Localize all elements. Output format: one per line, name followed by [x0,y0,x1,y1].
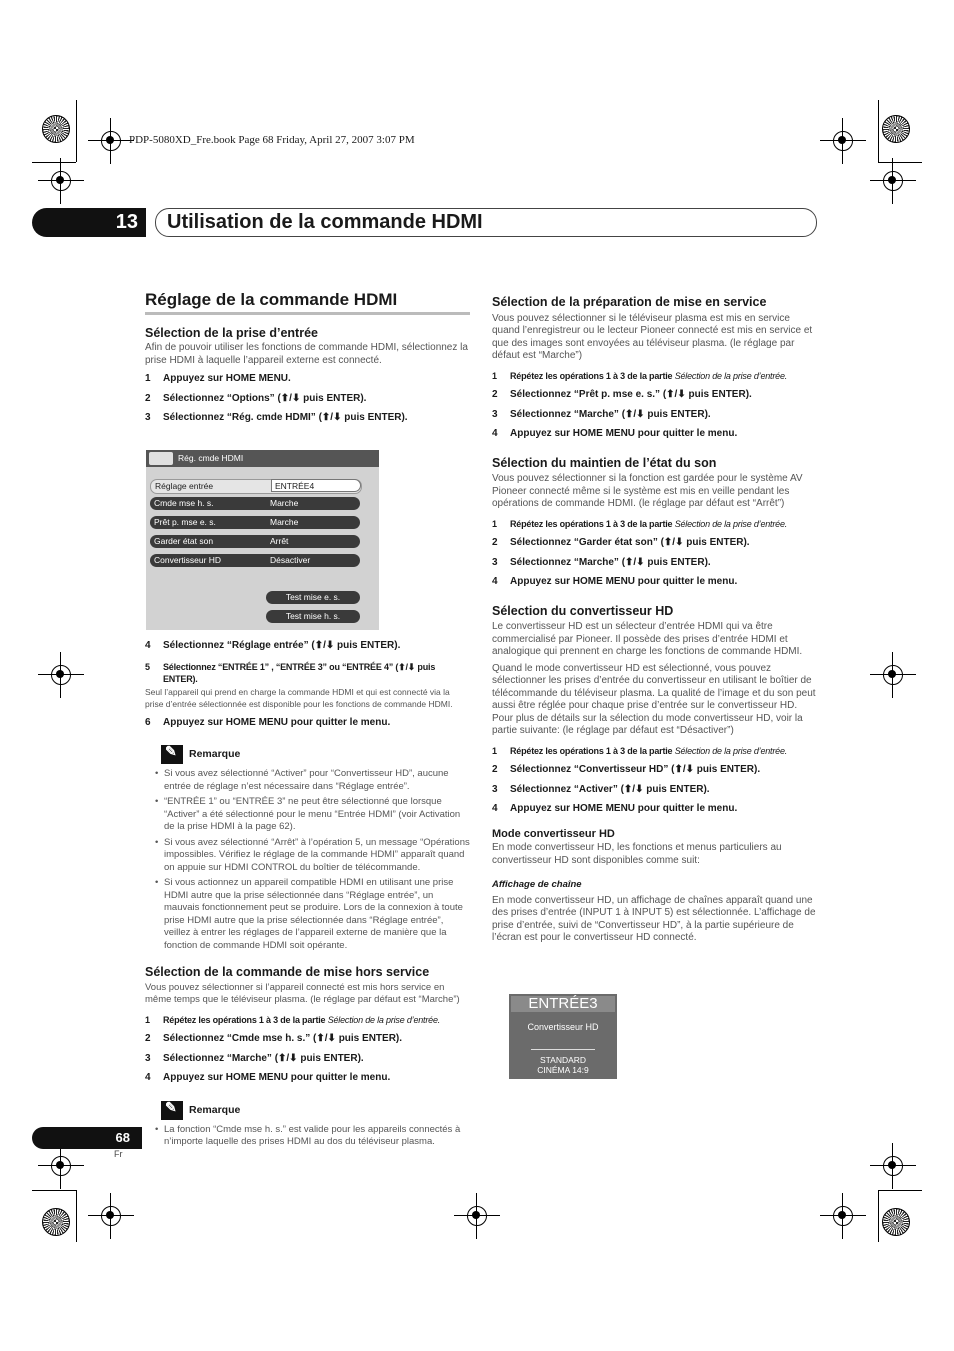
crosshair-icon [98,1203,124,1229]
step-item: 4 Sélectionnez “Réglage entrée” (⬆/⬇ puis ENTER). [145,640,401,651]
crosshair-icon [880,168,906,194]
crop-line [878,100,879,162]
crosshair-icon [48,1153,74,1179]
menu-value-box[interactable]: ENTRÉE4 [271,479,361,492]
crosshair-icon [830,128,856,154]
step-item: 1 Répétez les opérations 1 à 3 de la partie Sélection de la prise d’entrée. [492,370,788,381]
paragraph: Quand le mode convertisseur HD est sélectionné, vous pouvez sélectionner les prises d’entrée du convertisseur en utilisant le boîtier de télécommande du téléviseur plasma. La qualité de l’image et du son peut aussi être réglée pour chaque prise d’entrée sur le convertisseur HD. Pour plus de détails sur la sélection du mode convertisseur HD, voir la partie suivante: (le réglage par défaut est “Désactiver”) [492,662,816,736]
remark-item: • Si vous actionnez un appareil compatible HDMI en utilisant une prise HDMI autre que la prise sélectionnée dans “Réglage entrée”, un mauvais fonctionnement peut se produire. Lors de la connexion à toute prise HDMI autre que la prise sélectionnée dans “Réglage entrée”, veillez à entrer les réglages de l’appareil externe de manière que la fonction de commande HDMI soit opérante. [153,877,470,952]
step-item: 3 Sélectionnez “Rég. cmde HDMI” (⬆/⬇ puis ENTER). [145,412,408,423]
file-header: PDP-5080XD_Fre.book Page 68 Friday, April 27, 2007 3:07 PM [129,134,415,146]
step-item: 2 Sélectionnez “Convertisseur HD” (⬆/⬇ puis ENTER). [492,764,761,775]
crop-line [76,100,77,162]
paragraph: Afin de pouvoir utiliser les fonctions de commande HDMI, sélectionnez la prise HDMI à laquelle l’appareil externe est connecté. [145,342,468,366]
step-item: 3 Sélectionnez “Marche” (⬆/⬇ puis ENTER). [145,1052,364,1064]
crosshair-icon [464,1203,490,1229]
left-column [145,290,470,425]
crop-line [878,162,922,163]
paragraph: En mode convertisseur HD, les fonctions et menus particuliers au convertisseur HD sont disponibles comme suit: [492,842,782,866]
remark-heading: ✎ Remarque [161,745,470,764]
crop-line [878,1190,879,1242]
menu-row-reglage-entree[interactable]: Réglage entrée ENTRÉE4 [150,479,362,494]
paragraph: En mode convertisseur HD, un affichage de chaînes apparaît quand une des prises d’entrée (INPUT 1 à INPUT 5) est sélectionnée. L’affichage de prise d’entrée, suivi de “Convertisseur HD”, à la partie supérieure de l’écran est pour le convertisseur HD connecté. [492,894,816,943]
menu-screen [146,450,379,630]
remark-list [153,1124,470,1149]
crosshair-icon [98,128,124,154]
test-power-off-button[interactable]: Test mise h. s. [266,610,360,623]
menu-title-bar [146,450,379,467]
step-item: 4 Appuyez sur HOME MENU pour quitter le menu. [492,576,738,587]
section-underline [145,312,470,315]
step-item: 1 Répétez les opérations 1 à 3 de la partie Sélection de la prise d’entrée. [492,745,788,756]
channel-converter-label: Convertisseur HD [527,1022,599,1032]
step-item: 5 Sélectionnez “ENTRÉE 1” , “ENTRÉE 3” ou “ENTRÉE 4” (⬆/⬇ puis ENTER). [145,661,436,684]
subsection-title: Sélection de la préparation de mise en service [492,295,767,309]
step-item: 2 Sélectionnez “Garder état son” (⬆/⬇ puis ENTER). [492,537,750,548]
subsection-title: Mode convertisseur HD [492,827,615,840]
paragraph: Le convertisseur HD est un sélecteur d’entrée HDMI qui va être commercialisé par Pioneer. Il possède des prises d’entrée HDMI et analogique qui prennent en charge les fonctions de commande HDMI. [492,621,803,657]
right-column [492,296,819,945]
chapter-title: Utilisation de la commande HDMI [155,208,817,237]
menu-row-pret[interactable]: Prêt p. mse e. s. Marche [150,516,360,529]
registration-star-icon [882,115,910,143]
menu-row-convertisseur[interactable]: Convertisseur HD Désactiver [150,554,360,567]
note-pencil-icon [161,745,183,764]
remark-item: • Si vous avez sélectionné “Activer” pour “Convertisseur HD”, aucune entrée de réglage n’est nécessaire dans “Réglage entrée”. [153,768,470,793]
step-item: 3 Sélectionnez “Marche” (⬆/⬇ puis ENTER). [492,556,711,568]
step-item: 2 Sélectionnez “Options” (⬆/⬇ puis ENTER). [145,392,367,404]
language-label: Fr [114,1149,123,1159]
crosshair-icon [880,662,906,688]
subsection-title: Sélection du convertisseur HD [492,603,674,618]
subsection-title: Sélection de la prise d’entrée [145,325,318,340]
channel-input-label: ENTRÉE3 [511,996,615,1012]
crop-line [76,1190,77,1242]
step-item: 1 Répétez les opérations 1 à 3 de la partie Sélection de la prise d’entrée. [492,518,788,529]
chapter-number: 13 [32,208,146,237]
crosshair-icon [48,168,74,194]
registration-star-icon [42,1208,70,1236]
subsection-title: Sélection de la commande de mise hors service [145,965,430,979]
crosshair-icon [830,1203,856,1229]
crosshair-icon [880,1153,906,1179]
left-column-lower [145,640,470,1152]
paragraph: Vous pouvez sélectionner si l’appareil connecté est mis hors service en même temps que le téléviseur plasma. (le réglage par défaut est “Marche”) [145,981,460,1005]
step-note: Seul l’appareil qui prend en charge la commande HDMI et qui est connecté via la prise d’entrée sélectionnée est disponible pour les fonctions de commande HDMI. [145,686,453,709]
remark-item: • Si vous avez sélectionné “Arrêt” à l’opération 5, un message “Opérations impossibles. Vérifiez le réglage de la commande HDMI” apparaît quand on appuie sur HDMI CONTROL du boîtier de télécommande. [153,837,470,875]
menu-title: Rég. cmde HDMI [178,453,244,463]
remark-item: • “ENTRÉE 1” ou “ENTRÉE 3” ne peut être sélectionné que lorsque “Activer” a été sélectionné pour le menu “Entrée HDMI” (voir Activation de la prise HDMI à la page 62). [153,796,470,834]
step-item: 3 Sélectionnez “Marche” (⬆/⬇ puis ENTER). [492,408,711,420]
step-item: 4 Appuyez sur HOME MENU pour quitter le menu. [492,428,738,439]
channel-display [509,994,617,1079]
paragraph: Vous pouvez sélectionner si le téléviseur plasma est mis en service quand l’enregistreur ou le lecteur Pioneer connecté est mis en service et que des images sont envoyées au téléviseur plasma. (le réglage par défaut est “Marche”) [492,312,813,361]
paragraph: Vous pouvez sélectionner si la fonction est gardée pour le système AV Pioneer connecté même si le système est mis en veille pendant les opérations de commande HDMI. (le réglage par défaut est “Arrêt”) [492,473,803,509]
remark-list [153,768,470,952]
page-number: 68 [32,1127,142,1149]
divider [531,1049,595,1050]
remark-item: • La fonction “Cmde mse h. s.” est valide pour les appareils connectés à n’importe laquelle des prises HDMI au dos du téléviseur plasma. [153,1124,470,1149]
crop-line [32,1190,76,1191]
step-item: 3 Sélectionnez “Activer” (⬆/⬇ puis ENTER). [492,783,710,795]
step-list [145,373,470,425]
menu-row-garder[interactable]: Garder état son Arrêt [150,535,360,548]
step-item: 2 Sélectionnez “Cmde mse h. s.” (⬆/⬇ puis ENTER). [145,1033,403,1044]
test-power-on-button[interactable]: Test mise e. s. [266,591,360,604]
registration-star-icon [882,1208,910,1236]
subsection-title: Sélection du maintien de l’état du son [492,455,717,470]
step-item: 1 Répétez les opérations 1 à 3 de la partie Sélection de la prise d’entrée. [145,1014,441,1025]
tv-menu-icon [149,452,173,465]
step-item: 4 Appuyez sur HOME MENU pour quitter le menu. [492,803,738,814]
crop-line [878,1190,922,1191]
step-item: 1 Appuyez sur HOME MENU. [145,373,291,384]
channel-mode-label: STANDARD CINÉMA 14:9 [537,1055,589,1075]
step-item: 2 Sélectionnez “Prêt p. mse e. s.” (⬆/⬇ puis ENTER). [492,389,752,400]
section-title: Réglage de la commande HDMI [145,290,398,309]
sub-heading: Affichage de chaîne [492,879,582,890]
step-item: 4 Appuyez sur HOME MENU pour quitter le menu. [145,1072,391,1083]
crosshair-icon [48,662,74,688]
menu-row-cmde-mse[interactable]: Cmde mse h. s. Marche [150,497,360,510]
registration-star-icon [42,115,70,143]
crop-line [32,162,76,163]
step-item: 6 Appuyez sur HOME MENU pour quitter le menu. [145,716,391,728]
remark-heading: ✎ Remarque [161,1101,470,1120]
note-pencil-icon [161,1101,183,1120]
